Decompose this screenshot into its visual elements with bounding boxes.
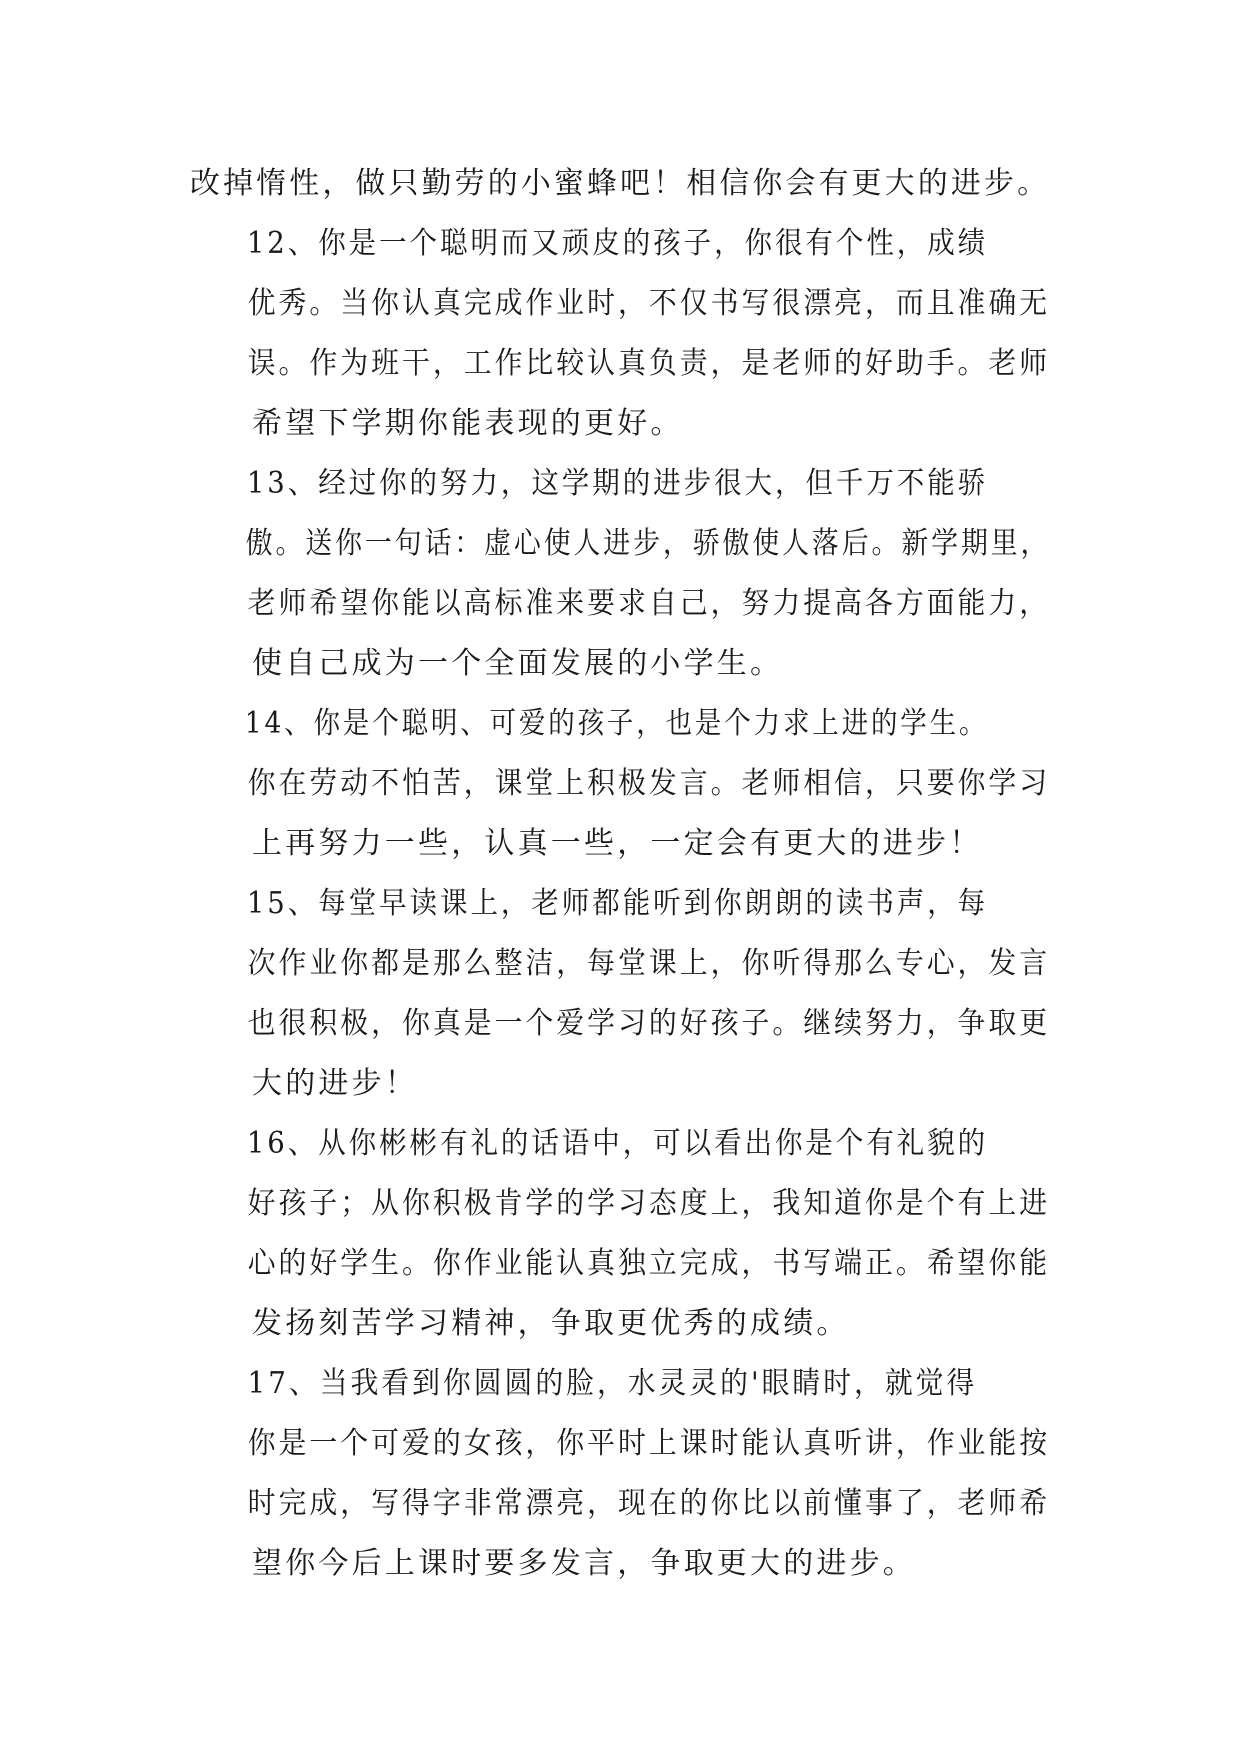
text-line: 发扬刻苦学习精神，争取更优秀的成绩。	[252, 1306, 850, 1341]
text-line: 你在劳动不怕苦，课堂上积极发言。老师相信，只要你学习	[247, 766, 1051, 801]
text-line: 心的好学生。你作业能认真独立完成，书写端正。希望你能	[247, 1246, 1051, 1281]
paragraph-15	[190, 874, 1050, 1114]
text-line: 16、从你彬彬有礼的话语中，可以看出你是个有礼貌的	[246, 1126, 989, 1161]
document-body	[190, 154, 1050, 1594]
paragraph-continued	[190, 154, 1050, 214]
text-line: 改掉惰性，做只勤劳的小蜜蜂吧！相信你会有更大的进步。	[190, 166, 1051, 201]
paragraph-14	[190, 694, 1050, 874]
text-line: 17、当我看到你圆圆的脸，水灵灵的'眼睛时，就觉得	[247, 1366, 978, 1401]
text-line: 使自己成为一个全面发展的小学生。	[252, 646, 784, 681]
text-line: 好孩子；从你积极肯学的学习态度上，我知道你是个有上进	[247, 1186, 1051, 1221]
text-line: 15、每堂早读课上，老师都能听到你朗朗的读书声，每	[246, 886, 989, 921]
paragraph-12	[190, 214, 1050, 454]
paragraph-13	[190, 454, 1050, 694]
text-line: 希望下学期你能表现的更好。	[252, 406, 684, 441]
text-line: 望你今后上课时要多发言，争取更大的进步。	[252, 1546, 916, 1581]
text-line: 你是一个可爱的女孩，你平时上课时能认真听讲，作业能按	[247, 1426, 1051, 1461]
paragraph-16	[190, 1114, 1050, 1354]
text-line: 时完成，写得字非常漂亮，现在的你比以前懂事了，老师希	[247, 1486, 1051, 1521]
text-line: 14、你是个聪明、可爱的孩子，也是个力求上进的学生。	[244, 706, 989, 741]
text-line: 12、你是一个聪明而又顽皮的孩子，你很有个性，成绩	[246, 226, 989, 261]
text-line: 上再努力一些，认真一些，一定会有更大的进步！	[252, 826, 983, 861]
text-line: 老师希望你能以高标准来要求自己，努力提高各方面能力，	[247, 586, 1051, 621]
text-line: 优秀。当你认真完成作业时，不仅书写很漂亮，而且准确无	[247, 286, 1051, 321]
text-line: 傲。送你一句话：虚心使人进步，骄傲使人落后。新学期里，	[245, 526, 1051, 561]
text-line: 次作业你都是那么整洁，每堂课上，你听得那么专心，发言	[247, 946, 1051, 981]
paragraph-17	[190, 1354, 1050, 1594]
text-line: 误。作为班干，工作比较认真负责，是老师的好助手。老师	[247, 346, 1051, 381]
text-line: 也很积极，你真是一个爱学习的好孩子。继续努力，争取更	[247, 1006, 1051, 1041]
text-line: 13、经过你的努力，这学期的进步很大，但千万不能骄	[246, 466, 989, 501]
text-line: 大的进步！	[252, 1066, 418, 1101]
